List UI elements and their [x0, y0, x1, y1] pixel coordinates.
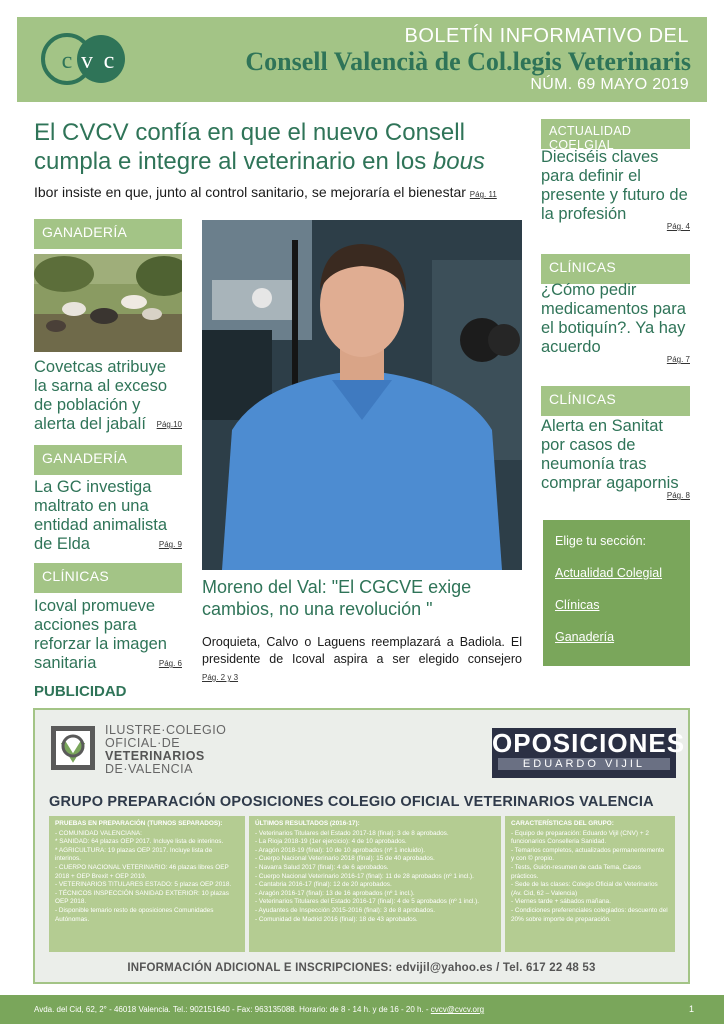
svg-text:c: c — [103, 48, 115, 74]
college-name: ILUSTRE·COLEGIO OFICIAL·DE VETERINARIOS DE·VALENCIA — [105, 723, 227, 776]
section-tag-ganaderia: GANADERÍA — [34, 219, 182, 249]
headline-icoval[interactable]: Icoval promueve acciones para reforzar la imagen sanitaria Pág. 6 — [34, 597, 182, 672]
ad-column-pruebas: PRUEBAS EN PREPARACIÓN (TURNOS SEPARADOS): - COMUNIDAD VALENCIANA: * SANIDAD: 64 plazas OEP 2017. Incluye lista de interinos. * AGRICULTURA: 19 plazas OEP 2017. Incluye lista de interinos. - CUERPO NACIONAL VETERINARIO: 46 plazas libres OEP 2018 + OEP Brexit + OEP 2019. - VETERINARIOS TITULARES ESTADO: 5 plazas OEP 2018. - TÉCNICOS INSPECCIÓN SANIDAD EXTERIOR: 10 plazas OEP 2018. - Disponible temario resto de oposiciones Comunidades Autónomas. — [49, 816, 245, 952]
page-ref-botiquin[interactable]: Pág. 7 — [666, 355, 690, 364]
link-clinicas[interactable]: Clínicas — [555, 598, 600, 612]
headline-agapornis[interactable]: Alerta en Sanitat por casos de neumonía tras comprar agapornis Pág. 8 — [541, 417, 690, 505]
issue-number: NÚM. 69 MAYO 2019 — [530, 76, 689, 93]
bulletin-line: BOLETÍN INFORMATIVO DEL — [404, 25, 689, 47]
advertisement[interactable] — [33, 708, 690, 984]
page-ref-agapornis[interactable]: Pág. 8 — [666, 491, 690, 500]
section-tag-clinicas: CLÍNICAS — [34, 563, 182, 593]
headline-botiquin[interactable]: ¿Cómo pedir medicamentos para el botiquín?. Ya hay acuerdo Pág. 7 — [541, 281, 690, 369]
section-tag-actualidad: ACTUALIDAD COELGIAL — [541, 119, 690, 149]
goats-photo — [34, 254, 182, 352]
headline-dieciseis-claves[interactable]: Dieciséis claves para definir el presente y futuro de la profesión Pág. 4 — [541, 148, 690, 236]
svg-text:c: c — [61, 48, 73, 74]
lead-page-ref[interactable]: Pág. 11 — [469, 190, 497, 199]
link-ganaderia[interactable]: Ganadería — [555, 630, 615, 644]
lead-headline[interactable]: El CVCV confía en que el nuevo Consell cumpla e integre al veterinario en los bous — [34, 119, 485, 175]
footer-address: Avda. del Cid, 62, 2° - 46018 Valencia. Tel.: 902151640 - Fax: 963135088. Horario: de 8 - 14 h. y de 16 - 20 h. - — [34, 1005, 431, 1014]
section-picker-title: Elige tu sección: — [555, 534, 647, 548]
section-tag-clinicas-3: CLÍNICAS — [541, 386, 690, 416]
college-logo-icon — [49, 724, 97, 772]
publicidad-label: PUBLICIDAD — [34, 683, 127, 700]
page-ref-gc-elda[interactable]: Pág. 9 — [158, 540, 182, 549]
ad-column-resultados: ÚLTIMOS RESULTADOS (2016-17): - Veterinarios Titulares del Estado 2017-18 (final): 3 de 8 aprobados. - La Rioja 2018-19 (1er ejercicio): 4 de 10 aprobados. - Aragón 2018-19 (final): 10 de 10 aprobados (nº 1 incluido). - Cuerpo Nacional Veterinario 2018 (final): 15 de 40 aprobados. - Navarra Salud 2017 (final): 4 de 6 aprobados. - Cuerpo Nacional Veterinario 2016-17 (final): 11 de 28 aprobados (nº 1 incl.). - Cantabria 2016-17 (final): 12 de 20 aprobados. - Aragón 2016-17 (final): 13 de 16 aprobados (nº 1 incl.). - Veterinarios Titulares del Estado 2016-17 (final): 4 de 5 aprobados (nº 1 incl.). - Ayudantes de Inspección 2015-2016 (final): 3 de 8 aprobados. - Comunidad de Madrid 2016 (final): 18 de 43 aprobados. — [249, 816, 501, 952]
page-ref-icoval[interactable]: Pág. 6 — [158, 659, 182, 668]
feature-headline[interactable]: Moreno del Val: "El CGCVE exige cambios, no una revolución " — [202, 577, 472, 619]
page-footer — [0, 995, 724, 1024]
ad-column-caracteristicas: CARACTERÍSTICAS DEL GRUPO: - Equipo de preparación: Eduardo Vijil (CNV) + 2 funcionarios Conselleria Sanidad. - Temarios completos, actualizados permanentemente y con © propio. - Tests, Guión-resumen de cada Tema, Casos prácticos. - Sede de las clases: Colegio Oficial de Veterinarios (Av. Cid, 62 – Valencia) - Viernes tarde + sábados mañana. - Condiciones preferenciales colegiados: descuento del 20% sobre importe de preparación. — [505, 816, 675, 952]
feature-subtitle: Oroquieta, Calvo o Laguens reemplazará a Badiola. El presidente de Icoval aspira a ser elegido consejero Pág. 2 y 3 — [202, 635, 522, 682]
oposiciones-logo: OPOSICIONES EDUARDO VIJIL — [492, 728, 676, 778]
page-ref-covetcas[interactable]: Pág.10 — [156, 420, 182, 429]
svg-text:v: v — [81, 48, 93, 74]
feature-page-ref[interactable]: Pág. 2 y 3 — [202, 673, 239, 682]
masthead-banner — [17, 17, 707, 102]
ad-contact-line[interactable]: INFORMACIÓN ADICIONAL E INSCRIPCIONES: edvijil@yahoo.es / Tel. 617 22 48 53 — [127, 962, 596, 974]
section-tag-clinicas-2: CLÍNICAS — [541, 254, 690, 284]
page-number: 1 — [688, 1004, 694, 1014]
lead-subtitle: Ibor insiste en que, junto al control sanitario, se mejoraría el bienestar Pág. 11 — [34, 184, 497, 200]
section-picker — [543, 520, 690, 666]
link-actualidad-colegial[interactable]: Actualidad Colegial — [555, 566, 663, 580]
section-tag-ganaderia-2: GANADERÍA — [34, 445, 182, 475]
page-ref-dieciseis[interactable]: Pág. 4 — [666, 222, 690, 231]
ad-group-title: GRUPO PREPARACIÓN OPOSICIONES COLEGIO OFICIAL VETERINARIOS VALENCIA — [49, 794, 654, 810]
headline-gc-elda[interactable]: La GC investiga maltrato en una entidad animalista de Elda Pág. 9 — [34, 478, 182, 553]
headline-covetcas[interactable]: Covetcas atribuye la sarna al exceso de población y alerta del jabalí Pág.10 — [34, 358, 182, 433]
footer-email-link[interactable]: cvcv@cvcv.org — [430, 1005, 485, 1014]
masthead-title: Consell Valencià de Col.legis Veterinaris — [245, 47, 691, 76]
cvcv-logo-icon — [37, 29, 147, 89]
portrait-photo — [202, 220, 522, 570]
